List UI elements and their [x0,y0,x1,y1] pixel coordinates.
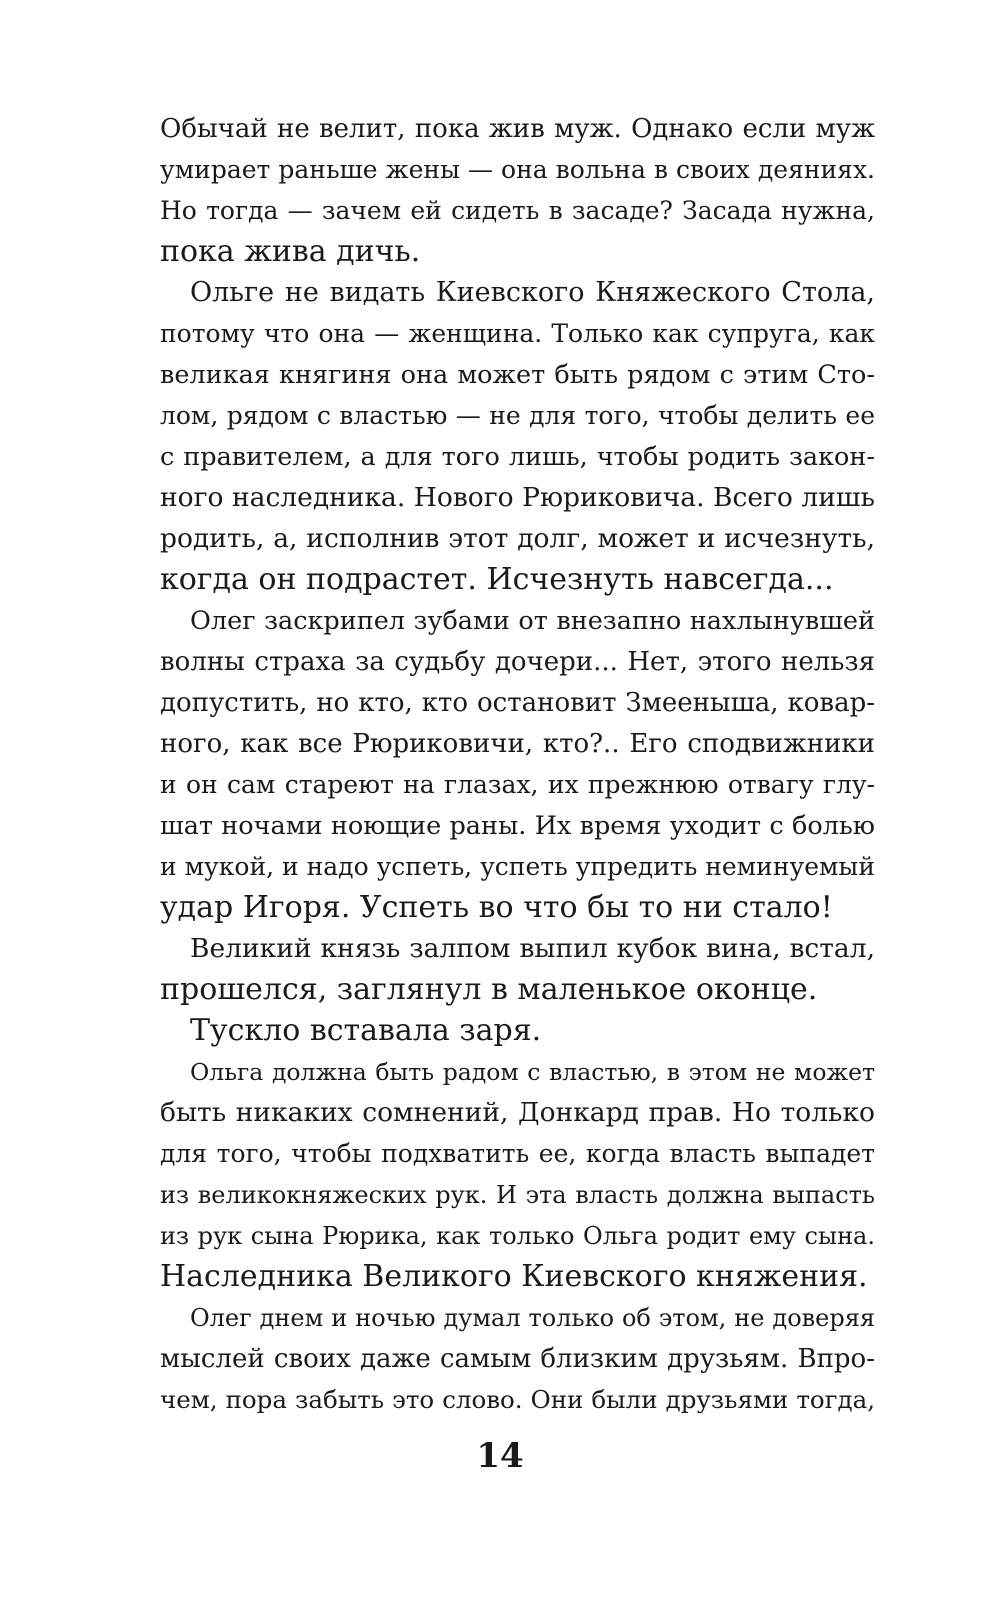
text-line: Ольге не видать Киевского Княжеского Стола, [190,277,875,308]
text-line: пока жива дичь. [160,234,421,269]
text-line: волны страха за судьбу дочери... Нет, этого нельзя [160,647,875,677]
text-line: умирает раньше жены — она вольна в своих деяниях. [160,155,875,184]
text-line: шат ночами ноющие раны. Их время уходит с болью [160,811,875,841]
text-line: из великокняжеских рук. И эта власть должна выпасть [160,1181,875,1209]
text-line: допустить, но кто, кто остановит Змееныша, ковар- [160,688,875,718]
text-line: лом, рядом с властью — не для того, чтобы делить ее [160,401,875,430]
text-line: великая княгиня она может быть рядом с этим Сто- [160,360,875,390]
text-line: ного, как все Рюриковичи, кто?.. Его сподвижники [160,729,875,759]
text-line: Великий князь залпом выпил кубок вина, встал, [190,933,875,964]
text-line: родить, а, исполнив этот долг, может и исчезнуть, [160,523,875,554]
text-line: чем, пора забыть это слово. Они были друзьями тогда, [160,1385,875,1414]
text-line: когда он подрастет. Исчезнуть навсегда... [160,562,834,597]
text-line: и он сам стареют на глазах, их прежнюю отвагу глу- [160,770,875,799]
text-line: Олег днем и ночью думал только об этом, не доверяя [190,1304,875,1332]
text-line: и мукой, и надо успеть, успеть упредить неминуемый [160,852,875,881]
text-line: с правителем, а для того лишь, чтобы родить закон- [160,442,875,472]
text-line: мыслей своих даже самым близким друзьям. Впро- [160,1344,875,1374]
text-line: для того, чтобы подхватить ее, когда власть выпадет [160,1139,875,1168]
text-line: из рук сына Рюрика, как только Ольга родит ему сына. [160,1222,875,1250]
text-line: быть никаких сомнений, Донкард прав. Но только [160,1097,875,1128]
text-line: Обычай не велит, пока жив муж. Однако если муж [160,114,875,144]
text-line: прошелся, заглянул в маленькое оконце. [160,972,818,1007]
text-line: Ольга должна быть радом с властью, в этом не может [190,1058,875,1086]
page-number: 14 [476,1436,524,1476]
text-line: потому что она — женщина. Только как супруга, как [160,319,875,348]
text-line: Тускло вставала заря. [190,1013,542,1048]
text-line: Но тогда — зачем ей сидеть в засаде? Засада нужна, [160,196,875,225]
text-line: ного наследника. Нового Рюриковича. Всего лишь [160,482,875,513]
text-line: Олег заскрипел зубами от внезапно нахлынувшей [190,606,875,636]
text-line: удар Игоря. Успеть во что бы то ни стало! [160,890,833,925]
text-line: Наследника Великого Киевского княжения. [160,1259,868,1294]
